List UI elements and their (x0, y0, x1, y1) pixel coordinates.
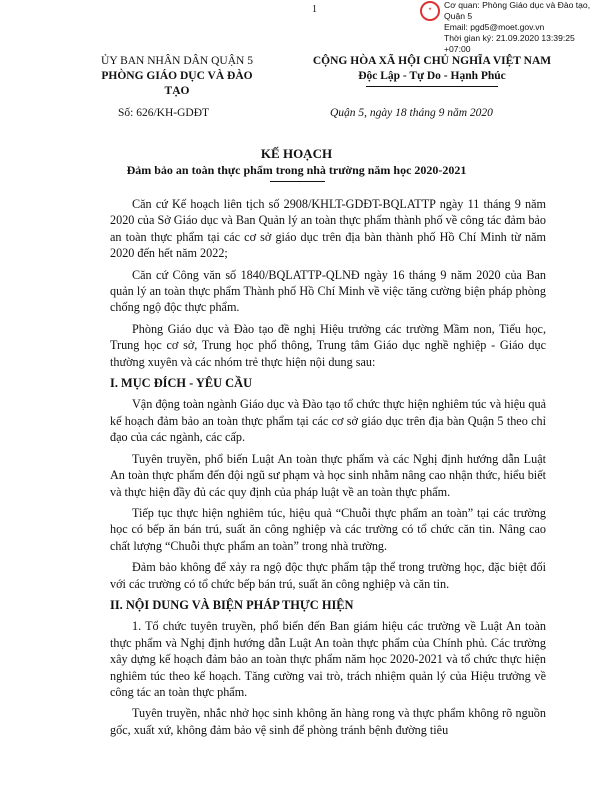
section-heading-1: I. MỤC ĐÍCH - YÊU CẦU (110, 376, 253, 391)
nation-line-1: CỘNG HÒA XÃ HỘI CHỦ NGHĨA VIỆT NAM (312, 55, 552, 67)
paragraph-purpose-2: Tuyên truyền, phổ biến Luật An toàn thực phẩm và các Nghị định hướng dẫn Luật An toàn thực phẩm đến đội ngũ sư phạm và học sinh nhằm nâng cao nhận thức, hiểu biết và thực hiện đầy đủ các quy định của pháp luật về an toàn thực phẩm. (110, 451, 546, 499)
paragraph-purpose-3: Tiếp tục thực hiện nghiêm túc, hiệu quả “Chuỗi thực phẩm an toàn” tại các trường học có bếp ăn bán trú, suất ăn công nghiệp và các trường có tổ chức căn tin. Nâng cao chất lượng “Chuỗi thực phẩm an toàn” trong nhà trường. (110, 505, 546, 553)
signature-agency: Cơ quan: Phòng Giáo dục và Đào tạo, Quận 5 (444, 0, 591, 21)
paragraph-content-1: 1. Tổ chức tuyên truyền, phổ biến đến Ban giám hiệu các trường về Luật An toàn thực phẩm và Nghị định hướng dẫn Luật An toàn thực phẩm của Chính phủ. Các trường xây dựng kế hoạch đảm bảo an toàn thực phẩm năm học 2020-2021 và tổ chức thực hiện nghiêm túc theo kế hoạch. Tăng cường vai trò, trách nhiệm quản lý của Hiệu trưởng về công tác an toàn thực phẩm. (110, 619, 546, 699)
document-date: Quận 5, ngày 18 tháng 9 năm 2020 (330, 107, 493, 119)
document-body (110, 196, 546, 743)
paragraph-purpose-1: Vận động toàn ngành Giáo dục và Đào tạo tổ chức thực hiện nghiêm túc và hiệu quả kế hoạch đảm bảo an toàn thực phẩm tại các cơ sở giáo dục trên địa bàn Quận 5 theo chỉ đạo của các ngành, các cấp. (110, 397, 546, 445)
document-subtitle: Đảm bảo an toàn thực phẩm trong nhà trường năm học 2020-2021 (126, 163, 467, 177)
org-line-2: PHÒNG GIÁO DỤC VÀ ĐÀO TẠO (101, 70, 253, 97)
issuing-organization (92, 54, 262, 99)
paragraph-purpose-4: Đảm bảo không để xảy ra ngộ độc thực phẩm tập thể trong trường học, đặc biệt đối với các trường có tổ chức bếp bán trú, suất ăn công nghiệp và căn tin. (110, 560, 546, 591)
document-number: Số: 626/KH-GDĐT (118, 107, 210, 119)
org-line-1: ỦY BAN NHÂN DÂN QUẬN 5 (101, 55, 253, 67)
national-motto (292, 54, 572, 84)
seal-stamp-icon: ★ (420, 1, 440, 21)
paragraph-request: Phòng Giáo dục và Đào tạo đề nghị Hiệu trưởng các trường Mầm non, Tiểu học, Trung học cơ sở, Trung học phổ thông, Trung tâm Giáo dục nghề nghiệp - Giáo dục thường xuyên và các nhóm trẻ thực hiện nội dung sau: (110, 321, 546, 369)
paragraph-basis-1: Căn cứ Kế hoạch liên tịch số 2908/KHLT-GDĐT-BQLATTP ngày 11 tháng 9 năm 2020 của Sở Giáo dục và Ban Quản lý an toàn thực phẩm thành phố về công tác đảm bảo an toàn thực phẩm tại các cơ sở giáo dục trên địa bàn thành phố Hồ Chí Minh từ năm 2020 đến hết năm 2022; (110, 197, 546, 261)
title-rule (270, 181, 325, 182)
nation-line-2: Độc Lập - Tự Do - Hạnh Phúc (358, 70, 506, 82)
document-title: KẾ HOẠCH (260, 146, 333, 161)
paragraph-basis-2: Căn cứ Công văn số 1840/BQLATTP-QLNĐ ngày 16 tháng 9 năm 2020 của Ban quản lý an toàn thực phẩm Thành phố Hồ Chí Minh về việc tăng cường biện pháp phòng chống ngộ độc thực phẩm. (110, 267, 546, 315)
motto-underline (366, 86, 498, 87)
signature-time: Thời gian ký: 21.09.2020 13:39:25 +07:00 (444, 33, 575, 54)
signature-email: Email: pgd5@moet.gov.vn (444, 22, 545, 32)
page-number: 1 (312, 4, 317, 15)
digital-signature-block (444, 0, 593, 55)
section-heading-2: II. NỘI DUNG VÀ BIỆN PHÁP THỰC HIỆN (110, 597, 354, 612)
paragraph-content-2: Tuyên truyền, nhắc nhở học sinh không ăn hàng rong và thực phẩm không rõ nguồn gốc, xuất xứ, không đảm bảo vệ sinh để phòng tránh bệnh đường tiêu (110, 706, 546, 737)
